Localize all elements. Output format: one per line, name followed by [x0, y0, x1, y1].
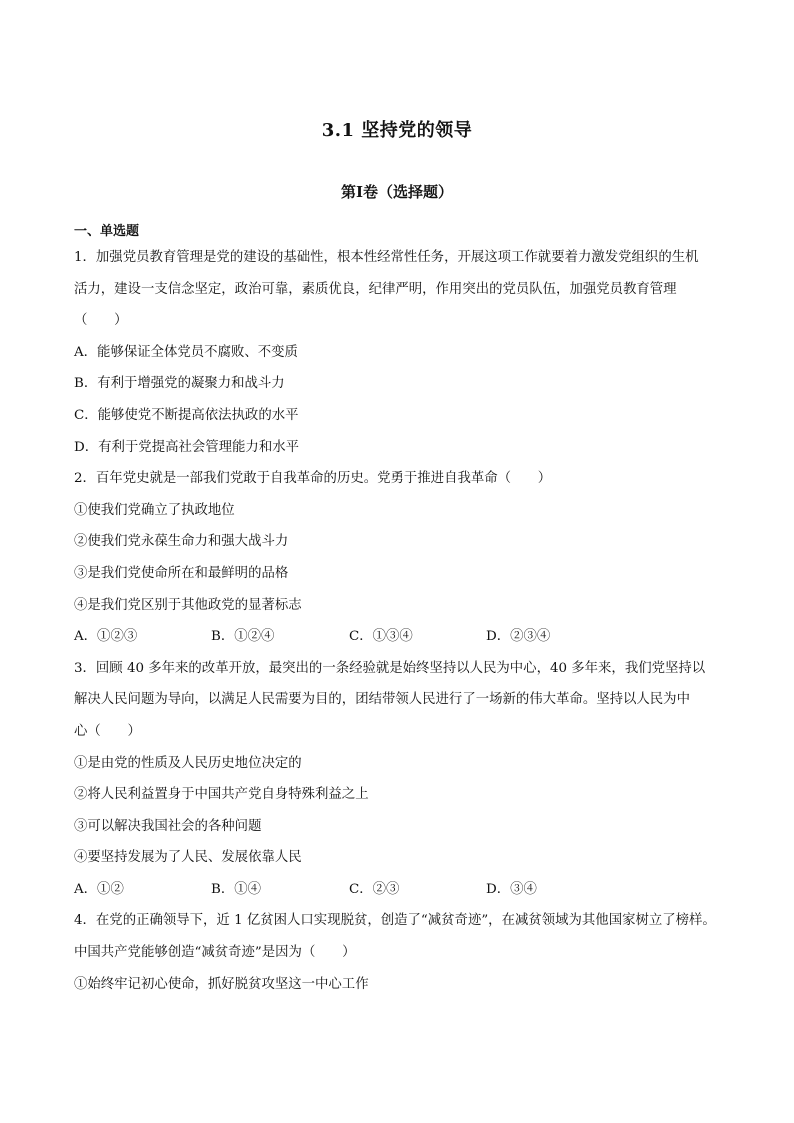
- choice-d: D．③④: [486, 881, 537, 897]
- statement-2: ②使我们党永葆生命力和强大战斗力: [74, 534, 289, 550]
- section-heading: 一、单选题: [74, 224, 140, 239]
- question-text-line: 解决人民问题为导向，以满足人民需要为目的，团结带领人民进行了一场新的伟大革命。坚持以人民为中: [74, 692, 690, 708]
- question-text-line: 心（ ）: [74, 723, 141, 739]
- choice-a: A．①②③: [74, 629, 138, 645]
- choice-b: B．①②④: [211, 629, 275, 645]
- question-4: [74, 910, 750, 1005]
- question-3: [74, 658, 750, 911]
- choice-a: A．①②: [74, 881, 124, 897]
- answer-choices: [74, 626, 750, 658]
- option-c: C．能够使党不断提高依法执政的水平: [74, 407, 299, 423]
- question-text-line: 活力，建设一支信念坚定，政治可靠，素质优良，纪律严明，作用突出的党员队伍，加强党员教育管理: [74, 281, 677, 297]
- statement-2: ②将人民利益置身于中国共产党自身特殊利益之上: [74, 787, 369, 803]
- document-title: 3.1 坚持党的领导: [321, 120, 473, 141]
- choice-d: D．②③④: [486, 629, 551, 645]
- question-text-line: （ ）: [74, 313, 128, 329]
- statement-4: ④是我们党区别于其他政党的显著标志: [74, 597, 302, 613]
- question-text-line: 4．在党的正确领导下，近 1 亿贫困人口实现脱贫，创造了“减贫奇迹”，在减贫领域为其他国家树立了榜样。: [74, 913, 716, 929]
- option-a: A．能够保证全体党员不腐败、不变质: [74, 344, 298, 360]
- question-1: [74, 247, 750, 468]
- document-content: [74, 221, 750, 1005]
- statement-3: ③可以解决我国社会的各种问题: [74, 818, 262, 834]
- question-2: [74, 468, 750, 658]
- question-text-line: 3．回顾 40 多年来的改革开放，最突出的一条经验就是始终坚持以人民为中心，40 多年来，我们党坚持以: [74, 660, 706, 676]
- statement-4: ④要坚持发展为了人民、发展依靠人民: [74, 850, 302, 866]
- choice-c: C．②③: [349, 881, 400, 897]
- question-text-line: 1．加强党员教育管理是党的建设的基础性，根本性经常性任务，开展这项工作就要着力激发党组织的生机: [74, 250, 699, 265]
- choice-c: C．①③④: [349, 629, 413, 645]
- question-text-line: 2．百年党史就是一部我们党敢于自我革命的历史。党勇于推进自我革命（ ）: [74, 471, 552, 487]
- option-d: D．有利于党提高社会管理能力和水平: [74, 439, 299, 455]
- option-b: B．有利于增强党的凝聚力和战斗力: [74, 376, 285, 392]
- section-subtitle: 第Ⅰ卷（选择题）: [340, 183, 454, 201]
- statement-3: ③是我们党使命所在和最鲜明的品格: [74, 565, 289, 581]
- answer-choices: [74, 879, 750, 911]
- question-text-line: 中国共产党能够创造“减贫奇迹”是因为（ ）: [74, 945, 356, 961]
- choice-b: B．①④: [211, 881, 262, 897]
- statement-1: ①是由党的性质及人民历史地位决定的: [74, 755, 302, 771]
- statement-1: ①始终牢记初心使命，抓好脱贫攻坚这一中心工作: [74, 976, 369, 992]
- statement-1: ①使我们党确立了执政地位: [74, 502, 235, 518]
